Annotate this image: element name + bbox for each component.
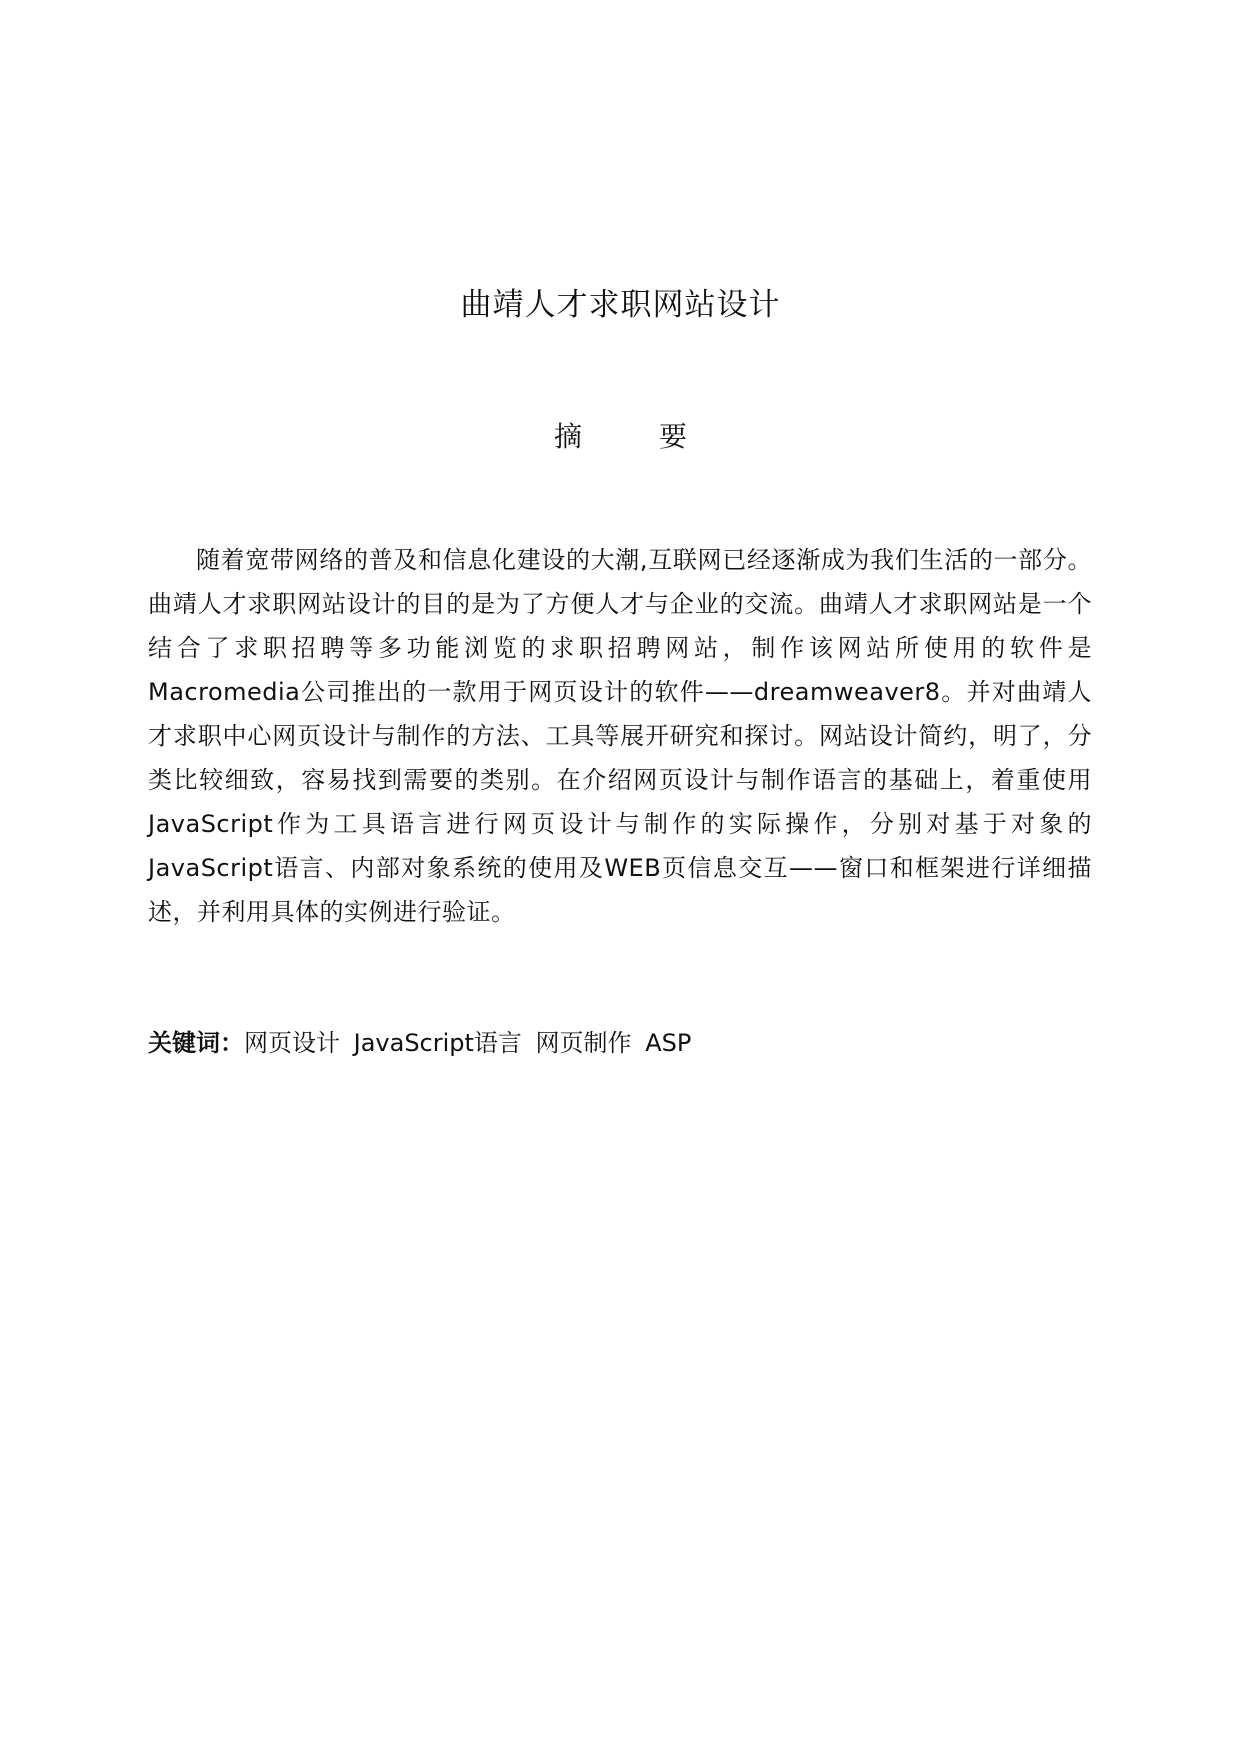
abstract-body: 随着宽带网络的普及和信息化建设的大潮,互联网已经逐渐成为我们生活的一部分。曲靖人才求职网站设计的目的是为了方便人才与企业的交流。曲靖人才求职网站是一个结合了求职招聘等多功能浏览的求职招聘网站，制作该网站所使用的软件是Macromedia公司推出的一款用于网页设计的软件——dreamweaver8。并对曲靖人才求职中心网页设计与制作的方法、工具等展开研究和探讨。网站设计简约，明了，分类比较细致，容易找到需要的类别。在介绍网页设计与制作语言的基础上，着重使用JavaScript作为工具语言进行网页设计与制作的实际操作，分别对基于对象的JavaScript语言、内部对象系统的使用及WEB页信息交互——窗口和框架进行详细描述，并利用具体的实例进行验证。: [148, 546, 1092, 926]
keywords-value: 网页设计 JavaScript语言 网页制作 ASP: [244, 1029, 692, 1057]
keywords-label: 关键词：: [148, 1029, 244, 1057]
keywords-line: [148, 1025, 1092, 1061]
document-title: 曲靖人才求职网站设计: [460, 287, 781, 323]
abstract-heading: 摘 要: [554, 420, 721, 453]
